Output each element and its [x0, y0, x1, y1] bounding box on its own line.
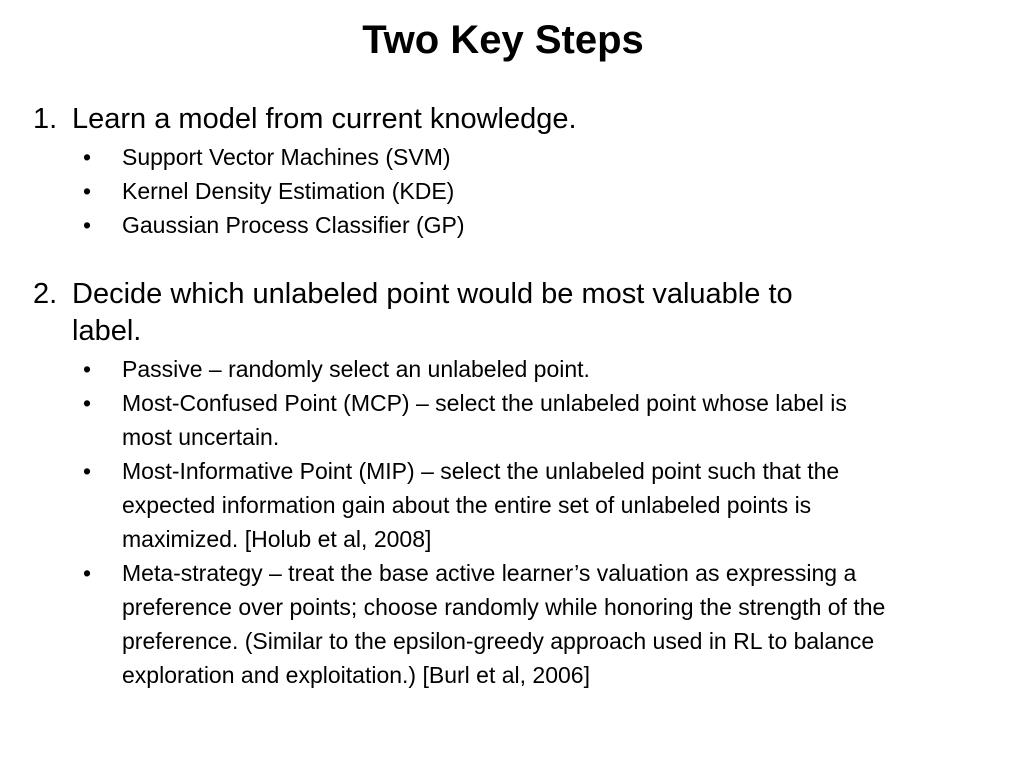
step-1-number: 1. — [33, 103, 58, 135]
slide-title: Two Key Steps — [362, 18, 644, 62]
step-2-bullet-list — [33, 352, 886, 692]
list-item — [33, 454, 892, 556]
list-item — [33, 352, 892, 386]
bullet-text: Meta-strategy – treat the base active learner’s valuation as expressing a preference over points; choose randomly while honoring the strength of the preference. (Similar to the epsilon-greedy approach used in RL to balance exploration and exploitation.) [Burl et al, 2006] — [122, 560, 886, 688]
bullet-text: Support Vector Machines (SVM) — [122, 144, 451, 170]
step-1 — [33, 101, 793, 242]
bullet-dot-icon: • — [83, 212, 92, 238]
bullet-dot-icon: • — [83, 390, 92, 416]
bullet-dot-icon: • — [83, 144, 92, 170]
bullet-text: Most-Informative Point (MIP) – select the unlabeled point such that the expected information gain about the entire set of unlabeled points is maximized. [Holub et al, 2008] — [122, 458, 840, 552]
list-item — [33, 386, 892, 454]
bullet-dot-icon: • — [83, 178, 92, 204]
step-2-number: 2. — [33, 278, 58, 310]
bullet-dot-icon: • — [83, 458, 92, 484]
bullet-text: Gaussian Process Classifier (GP) — [122, 212, 465, 238]
step-1-bullet-list — [33, 140, 793, 242]
step-2 — [33, 276, 886, 692]
bullet-dot-icon: • — [83, 356, 92, 382]
bullet-dot-icon: • — [83, 560, 92, 586]
list-item — [33, 208, 892, 242]
step-2-heading — [33, 276, 793, 350]
bullet-text: Passive – randomly select an unlabeled point. — [122, 356, 590, 382]
step-2-heading-text: Decide which unlabeled point would be most valuable to label. — [72, 278, 793, 347]
list-item — [33, 174, 892, 208]
bullet-text: Most-Confused Point (MCP) – select the unlabeled point whose label is most uncertain. — [122, 390, 847, 450]
bullet-text: Kernel Density Estimation (KDE) — [122, 178, 455, 204]
list-item — [33, 140, 892, 174]
step-1-heading-text: Learn a model from current knowledge. — [72, 103, 577, 135]
list-item — [33, 556, 892, 692]
step-1-heading — [33, 101, 793, 138]
